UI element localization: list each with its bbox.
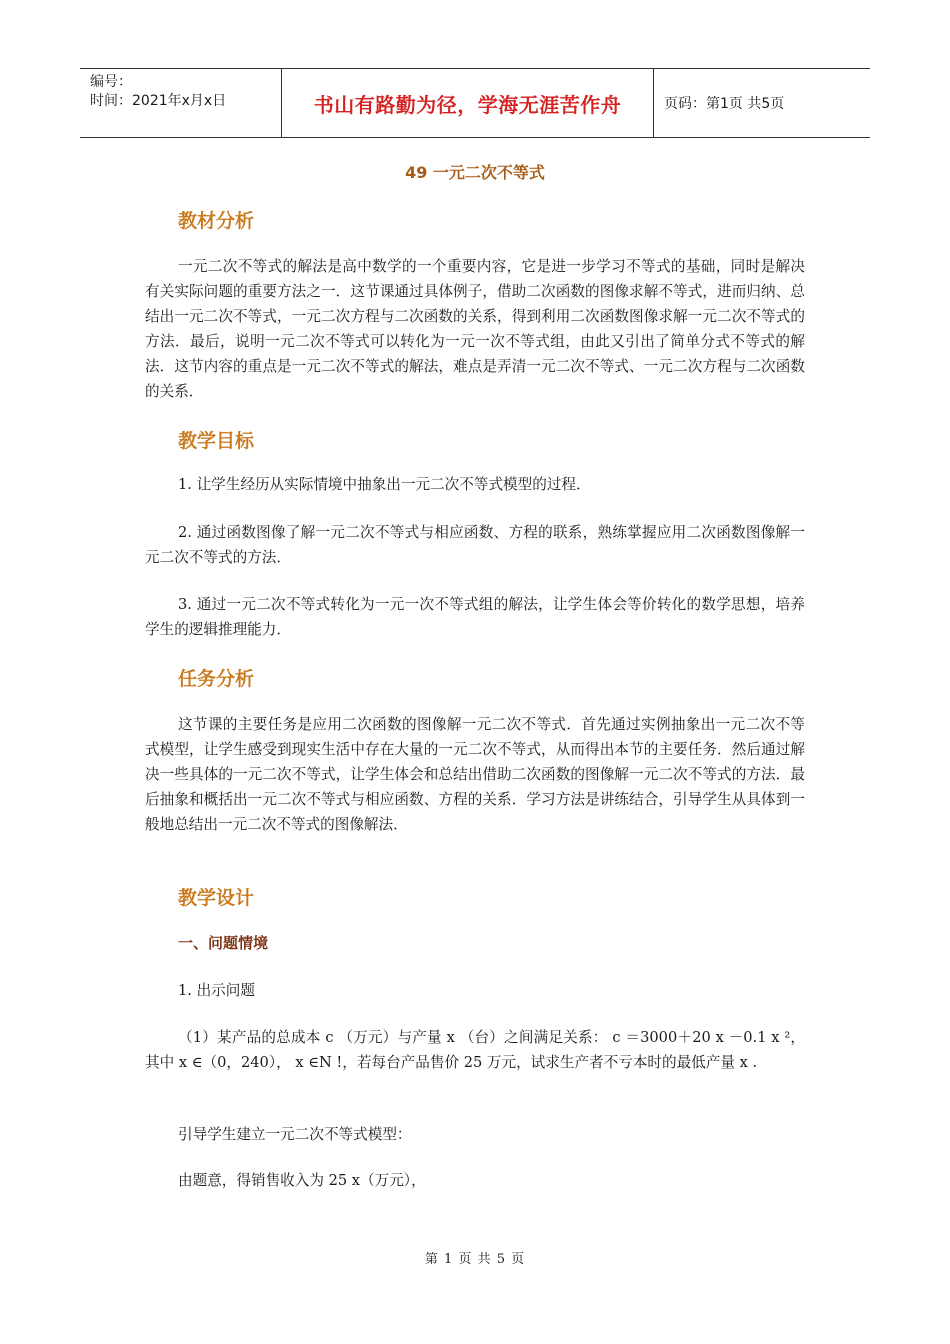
item-show-problem: 1. 出示问题	[178, 982, 255, 999]
header-motto: 书山有路勤为径，学海无涯苦作舟	[282, 69, 654, 137]
goal-item-3: 3. 通过一元二次不等式转化为一元一次不等式组的解法，让学生体会等价转化的数学思想，培养学生的逻辑推理能力．	[145, 596, 805, 638]
paragraph-task: 这节课的主要任务是应用二次函数的图像解一元二次不等式．首先通过实例抽象出一元二次不等式模型，让学生感受到现实生活中存在大量的一元二次不等式，从而得出本节的主要任务．然后通过解决一些具体的一元二次不等式，让学生体会和总结出借助二次函数的图像解一元二次不等式的方法．最后抽象和概括出一元二次不等式与相应函数、方程的关系．学习方法是讲练结合，引导学生从具体到一般地总结出一元二次不等式的图像解法．	[145, 716, 805, 833]
problem-statement: （1）某产品的总成本 c （万元）与产量 x （台）之间满足关系： c ＝3000＋20 x －0.1 x ²，其中 x ∈（0，240）， x ∈N !，若每台产品售价 25 万元，试求生产者不亏本时的最低产量 x .	[145, 1029, 805, 1071]
header-page-info: 页码：第1页 共5页	[664, 96, 785, 112]
page-footer: 第 1 页 共 5 页	[424, 1252, 526, 1267]
subheading-problem-context: 一、问题情境	[178, 934, 269, 952]
document-title: 49 一元二次不等式	[405, 163, 545, 182]
derivation-text: 由题意，得销售收入为 25 x（万元），	[178, 1172, 426, 1189]
goal-item-2: 2. 通过函数图像了解一元二次不等式与相应函数、方程的联系，熟练掌握应用二次函数图像解一元二次不等式的方法．	[145, 524, 805, 566]
section-heading-design: 教学设计	[178, 887, 255, 909]
paragraph-analysis: 一元二次不等式的解法是高中数学的一个重要内容，它是进一步学习不等式的基础，同时是解决有关实际问题的重要方法之一．这节课通过具体例子，借助二次函数的图像求解不等式，进而归纳、总结出一元二次不等式，一元二次方程与二次函数的关系，得到利用二次函数图像求解一元二次不等式的方法．最后，说明一元二次不等式可以转化为一元一次不等式组，由此又引出了简单分式不等式的解法．这节内容的重点是一元二次不等式的解法，难点是弄清一元二次不等式、一元二次方程与二次函数的关系．	[145, 258, 805, 400]
section-heading-analysis: 教材分析	[178, 210, 255, 232]
guide-text: 引导学生建立一元二次不等式模型：	[178, 1126, 412, 1143]
goal-item-1: 1. 让学生经历从实际情境中抽象出一元二次不等式模型的过程．	[178, 476, 591, 493]
section-heading-task: 任务分析	[178, 668, 255, 690]
section-heading-goals: 教学目标	[178, 430, 255, 452]
header-meta	[80, 69, 282, 137]
code-label: 编号：	[90, 74, 132, 90]
header-table	[80, 68, 870, 138]
date-label: 时间：2021年x月x日	[90, 93, 227, 109]
